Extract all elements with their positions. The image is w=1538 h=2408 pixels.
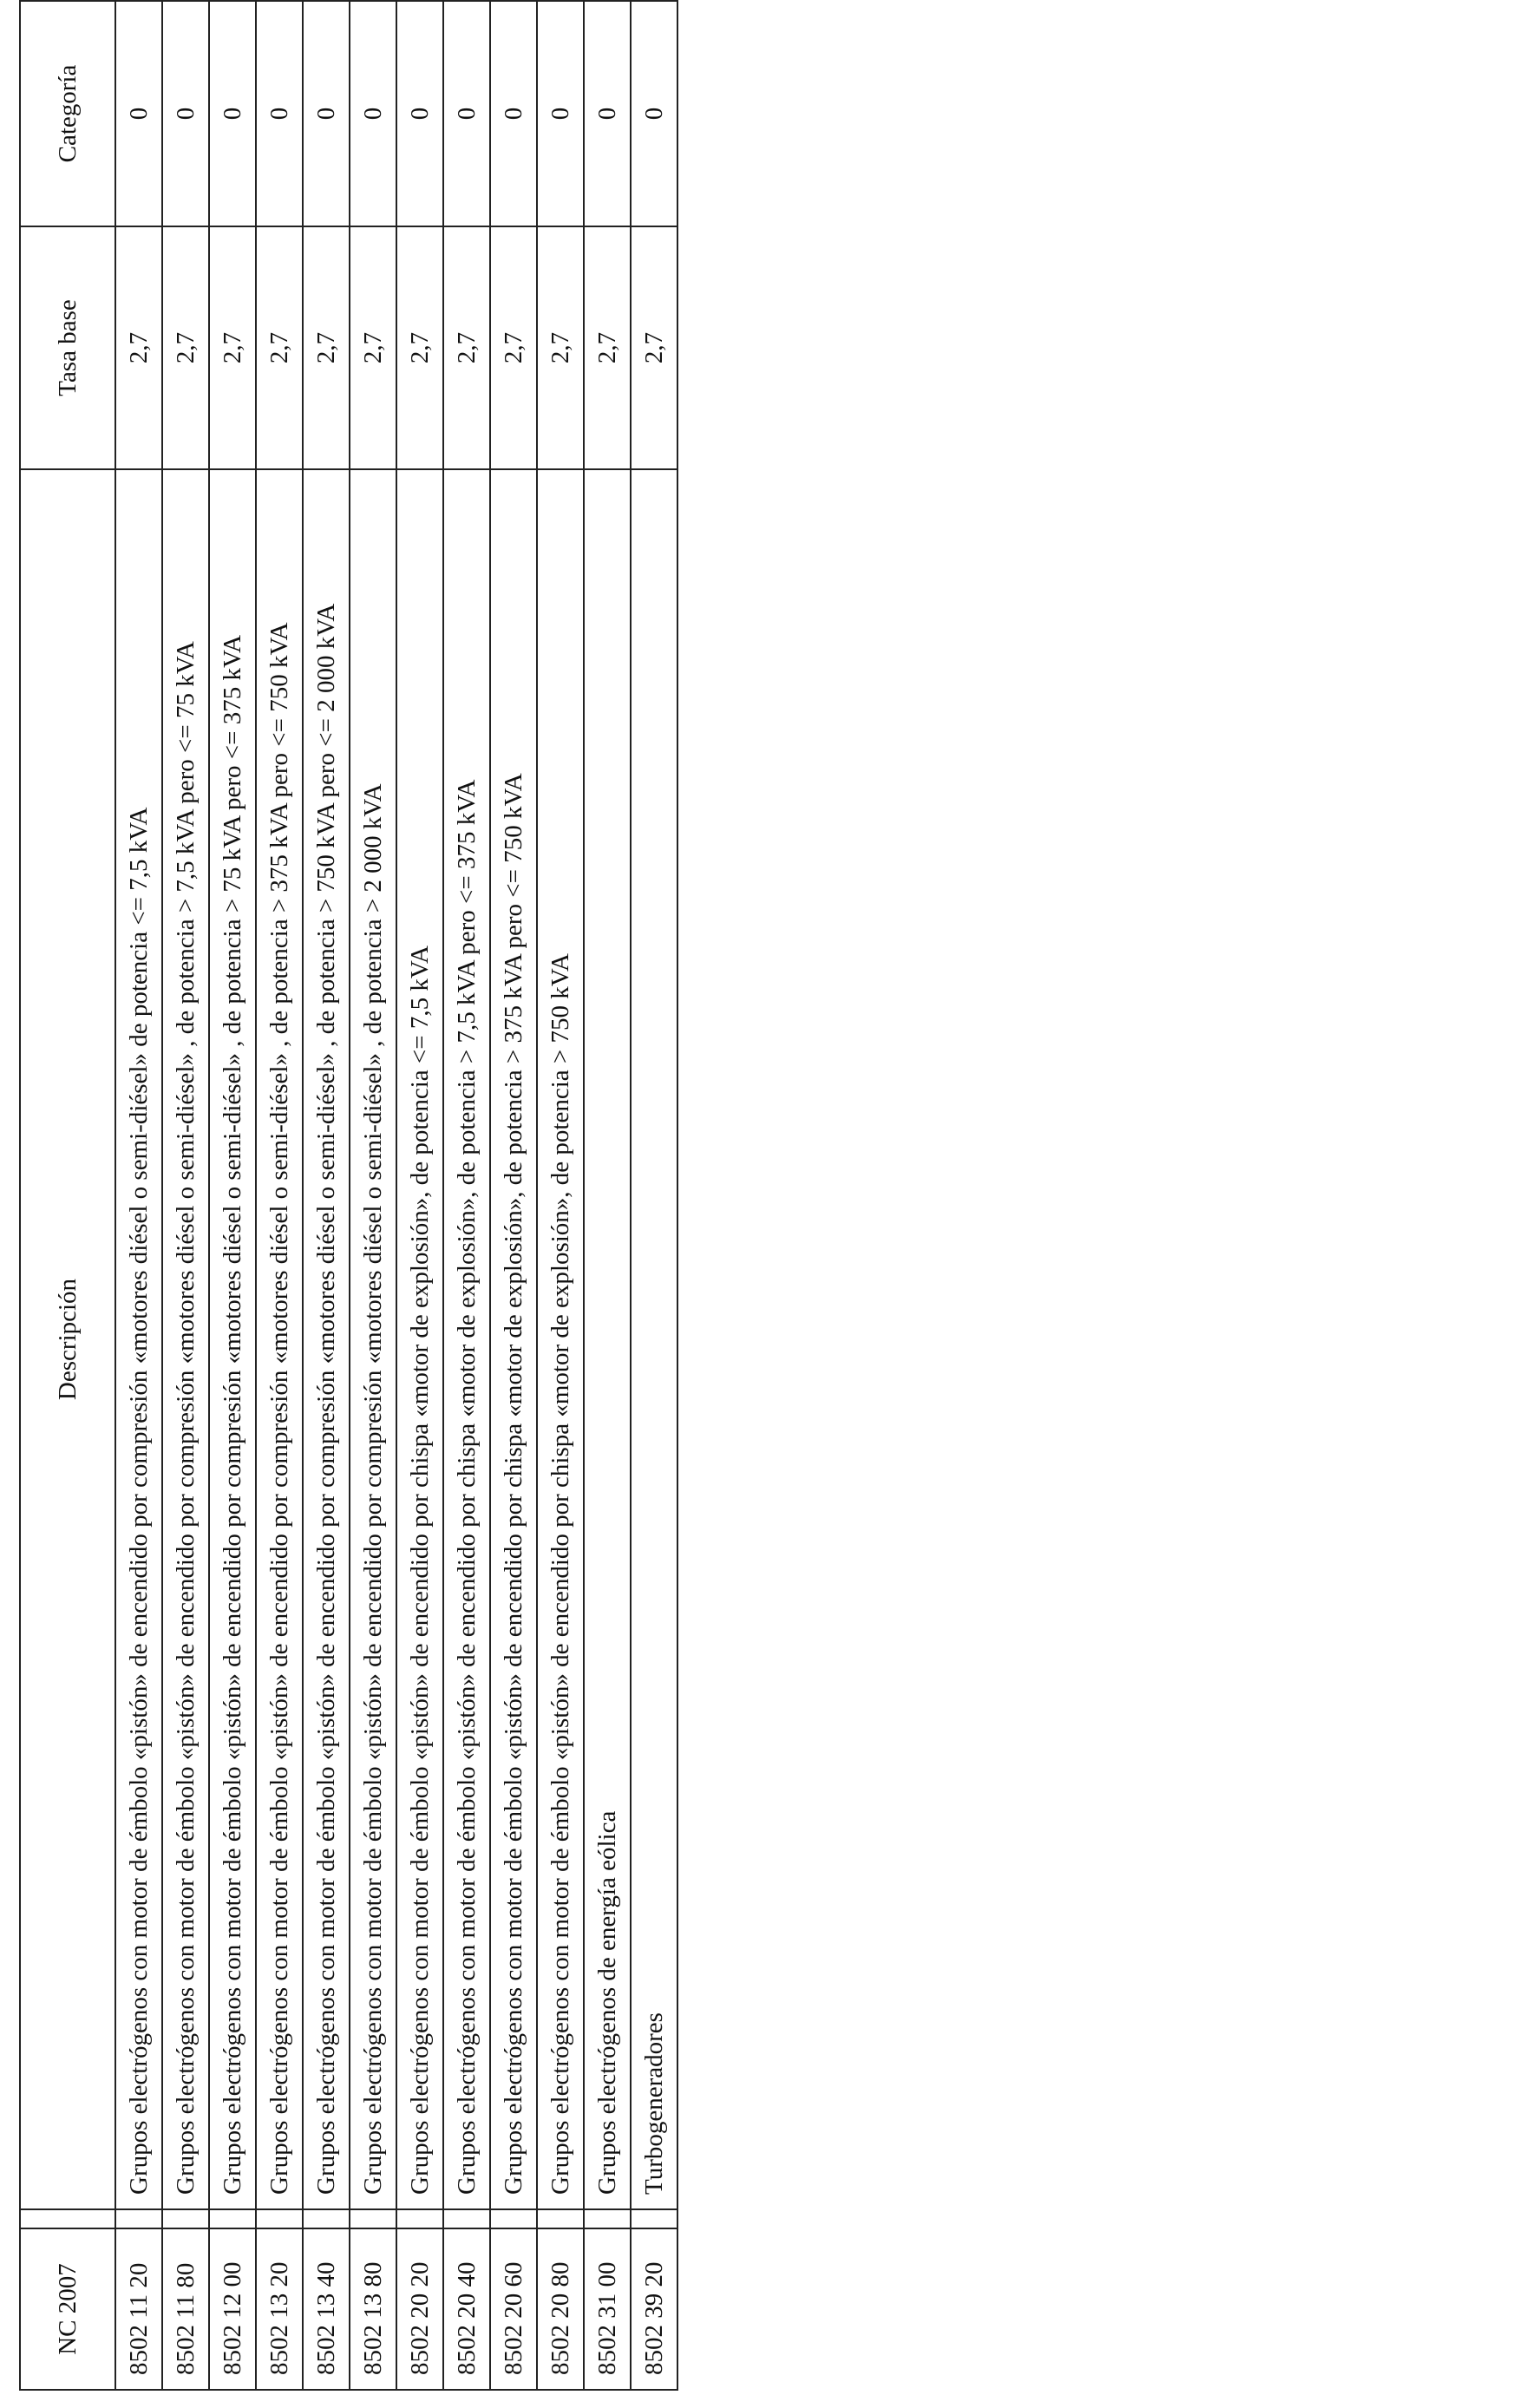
cell-code: 8502 13 40 <box>303 2228 350 2390</box>
cell-rate: 2,7 <box>443 226 490 469</box>
cell-code: 8502 39 20 <box>631 2228 677 2390</box>
header-code: NC 2007 <box>20 2228 115 2390</box>
cell-rate: 2,7 <box>584 226 631 469</box>
cell-spacer <box>256 2209 303 2228</box>
cell-spacer <box>303 2209 350 2228</box>
cell-spacer <box>162 2209 209 2228</box>
cell-category: 0 <box>537 1 584 226</box>
cell-rate: 2,7 <box>209 226 256 469</box>
cell-rate: 2,7 <box>350 226 396 469</box>
cell-category: 0 <box>584 1 631 226</box>
cell-code: 8502 20 40 <box>443 2228 490 2390</box>
cell-spacer <box>443 2209 490 2228</box>
cell-spacer <box>537 2209 584 2228</box>
cell-category: 0 <box>350 1 396 226</box>
cell-description: Grupos electrógenos con motor de émbolo «pistón» de encendido por compresión «motores diésel o semi-diésel» , de potencia > 75 kVA pero <= 375 kVA <box>209 469 256 2209</box>
cell-description: Grupos electrógenos con motor de émbolo «pistón» de encendido por compresión «motores diésel o semi-diésel» , de potencia > 2 000 kVA <box>350 469 396 2209</box>
cell-description: Grupos electrógenos con motor de émbolo «pistón» de encendido por chispa «motor de explosión», de potencia > 7,5 kVA pero <= 375 kVA <box>443 469 490 2209</box>
cell-description: Grupos electrógenos con motor de émbolo «pistón» de encendido por chispa «motor de explosión», de potencia <= 7,5 kVA <box>396 469 443 2209</box>
table-row <box>256 1 303 2390</box>
cell-category: 0 <box>303 1 350 226</box>
cell-category: 0 <box>162 1 209 226</box>
cell-code: 8502 20 20 <box>396 2228 443 2390</box>
table-row <box>209 1 256 2390</box>
cell-spacer <box>490 2209 537 2228</box>
header-category: Categoría <box>20 1 115 226</box>
cell-code: 8502 20 80 <box>537 2228 584 2390</box>
cell-spacer <box>631 2209 677 2228</box>
header-spacer <box>20 2209 115 2228</box>
table-row <box>115 1 162 2390</box>
header-rate: Tasa base <box>20 226 115 469</box>
cell-description: Grupos electrógenos con motor de émbolo «pistón» de encendido por compresión «motores diésel o semi-diésel» , de potencia > 375 kVA pero <= 750 kVA <box>256 469 303 2209</box>
cell-code: 8502 13 20 <box>256 2228 303 2390</box>
cell-description: Grupos electrógenos con motor de émbolo «pistón» de encendido por chispa «motor de explosión», de potencia > 750 kVA <box>537 469 584 2209</box>
cell-description: Turbogeneradores <box>631 469 677 2209</box>
cell-rate: 2,7 <box>537 226 584 469</box>
cell-category: 0 <box>396 1 443 226</box>
table-row <box>537 1 584 2390</box>
cell-category: 0 <box>209 1 256 226</box>
cell-description: Grupos electrógenos con motor de émbolo «pistón» de encendido por chispa «motor de explosión», de potencia > 375 kVA pero <= 750 kVA <box>490 469 537 2209</box>
cell-rate: 2,7 <box>396 226 443 469</box>
cell-description: Grupos electrógenos con motor de émbolo «pistón» de encendido por compresión «motores diésel o semi-diésel» , de potencia > 750 kVA pero <= 2 000 kVA <box>303 469 350 2209</box>
cell-rate: 2,7 <box>303 226 350 469</box>
cell-rate: 2,7 <box>631 226 677 469</box>
table-body <box>115 1 677 2390</box>
table-row <box>162 1 209 2390</box>
tariff-table <box>19 0 678 2391</box>
cell-code: 8502 20 60 <box>490 2228 537 2390</box>
cell-category: 0 <box>115 1 162 226</box>
table-row <box>396 1 443 2390</box>
cell-code: 8502 12 00 <box>209 2228 256 2390</box>
cell-description: Grupos electrógenos de energía eólica <box>584 469 631 2209</box>
table-row <box>584 1 631 2390</box>
cell-rate: 2,7 <box>490 226 537 469</box>
table-row <box>490 1 537 2390</box>
cell-code: 8502 13 80 <box>350 2228 396 2390</box>
cell-rate: 2,7 <box>256 226 303 469</box>
cell-category: 0 <box>443 1 490 226</box>
cell-code: 8502 31 00 <box>584 2228 631 2390</box>
table-row <box>631 1 677 2390</box>
cell-category: 0 <box>256 1 303 226</box>
cell-description: Grupos electrógenos con motor de émbolo «pistón» de encendido por compresión «motores diésel o semi-diésel» , de potencia > 7,5 kVA pero <= 75 kVA <box>162 469 209 2209</box>
cell-rate: 2,7 <box>162 226 209 469</box>
cell-spacer <box>209 2209 256 2228</box>
cell-code: 8502 11 80 <box>162 2228 209 2390</box>
cell-spacer <box>396 2209 443 2228</box>
cell-category: 0 <box>490 1 537 226</box>
header-row <box>20 1 115 2390</box>
cell-rate: 2,7 <box>115 226 162 469</box>
cell-spacer <box>584 2209 631 2228</box>
cell-category: 0 <box>631 1 677 226</box>
cell-description: Grupos electrógenos con motor de émbolo «pistón» de encendido por compresión «motores diésel o semi-diésel» de potencia <= 7,5 kVA <box>115 469 162 2209</box>
cell-spacer <box>350 2209 396 2228</box>
header-description: Descripción <box>20 469 115 2209</box>
cell-spacer <box>115 2209 162 2228</box>
table-row <box>443 1 490 2390</box>
cell-code: 8502 11 20 <box>115 2228 162 2390</box>
table-row <box>303 1 350 2390</box>
table-row <box>350 1 396 2390</box>
